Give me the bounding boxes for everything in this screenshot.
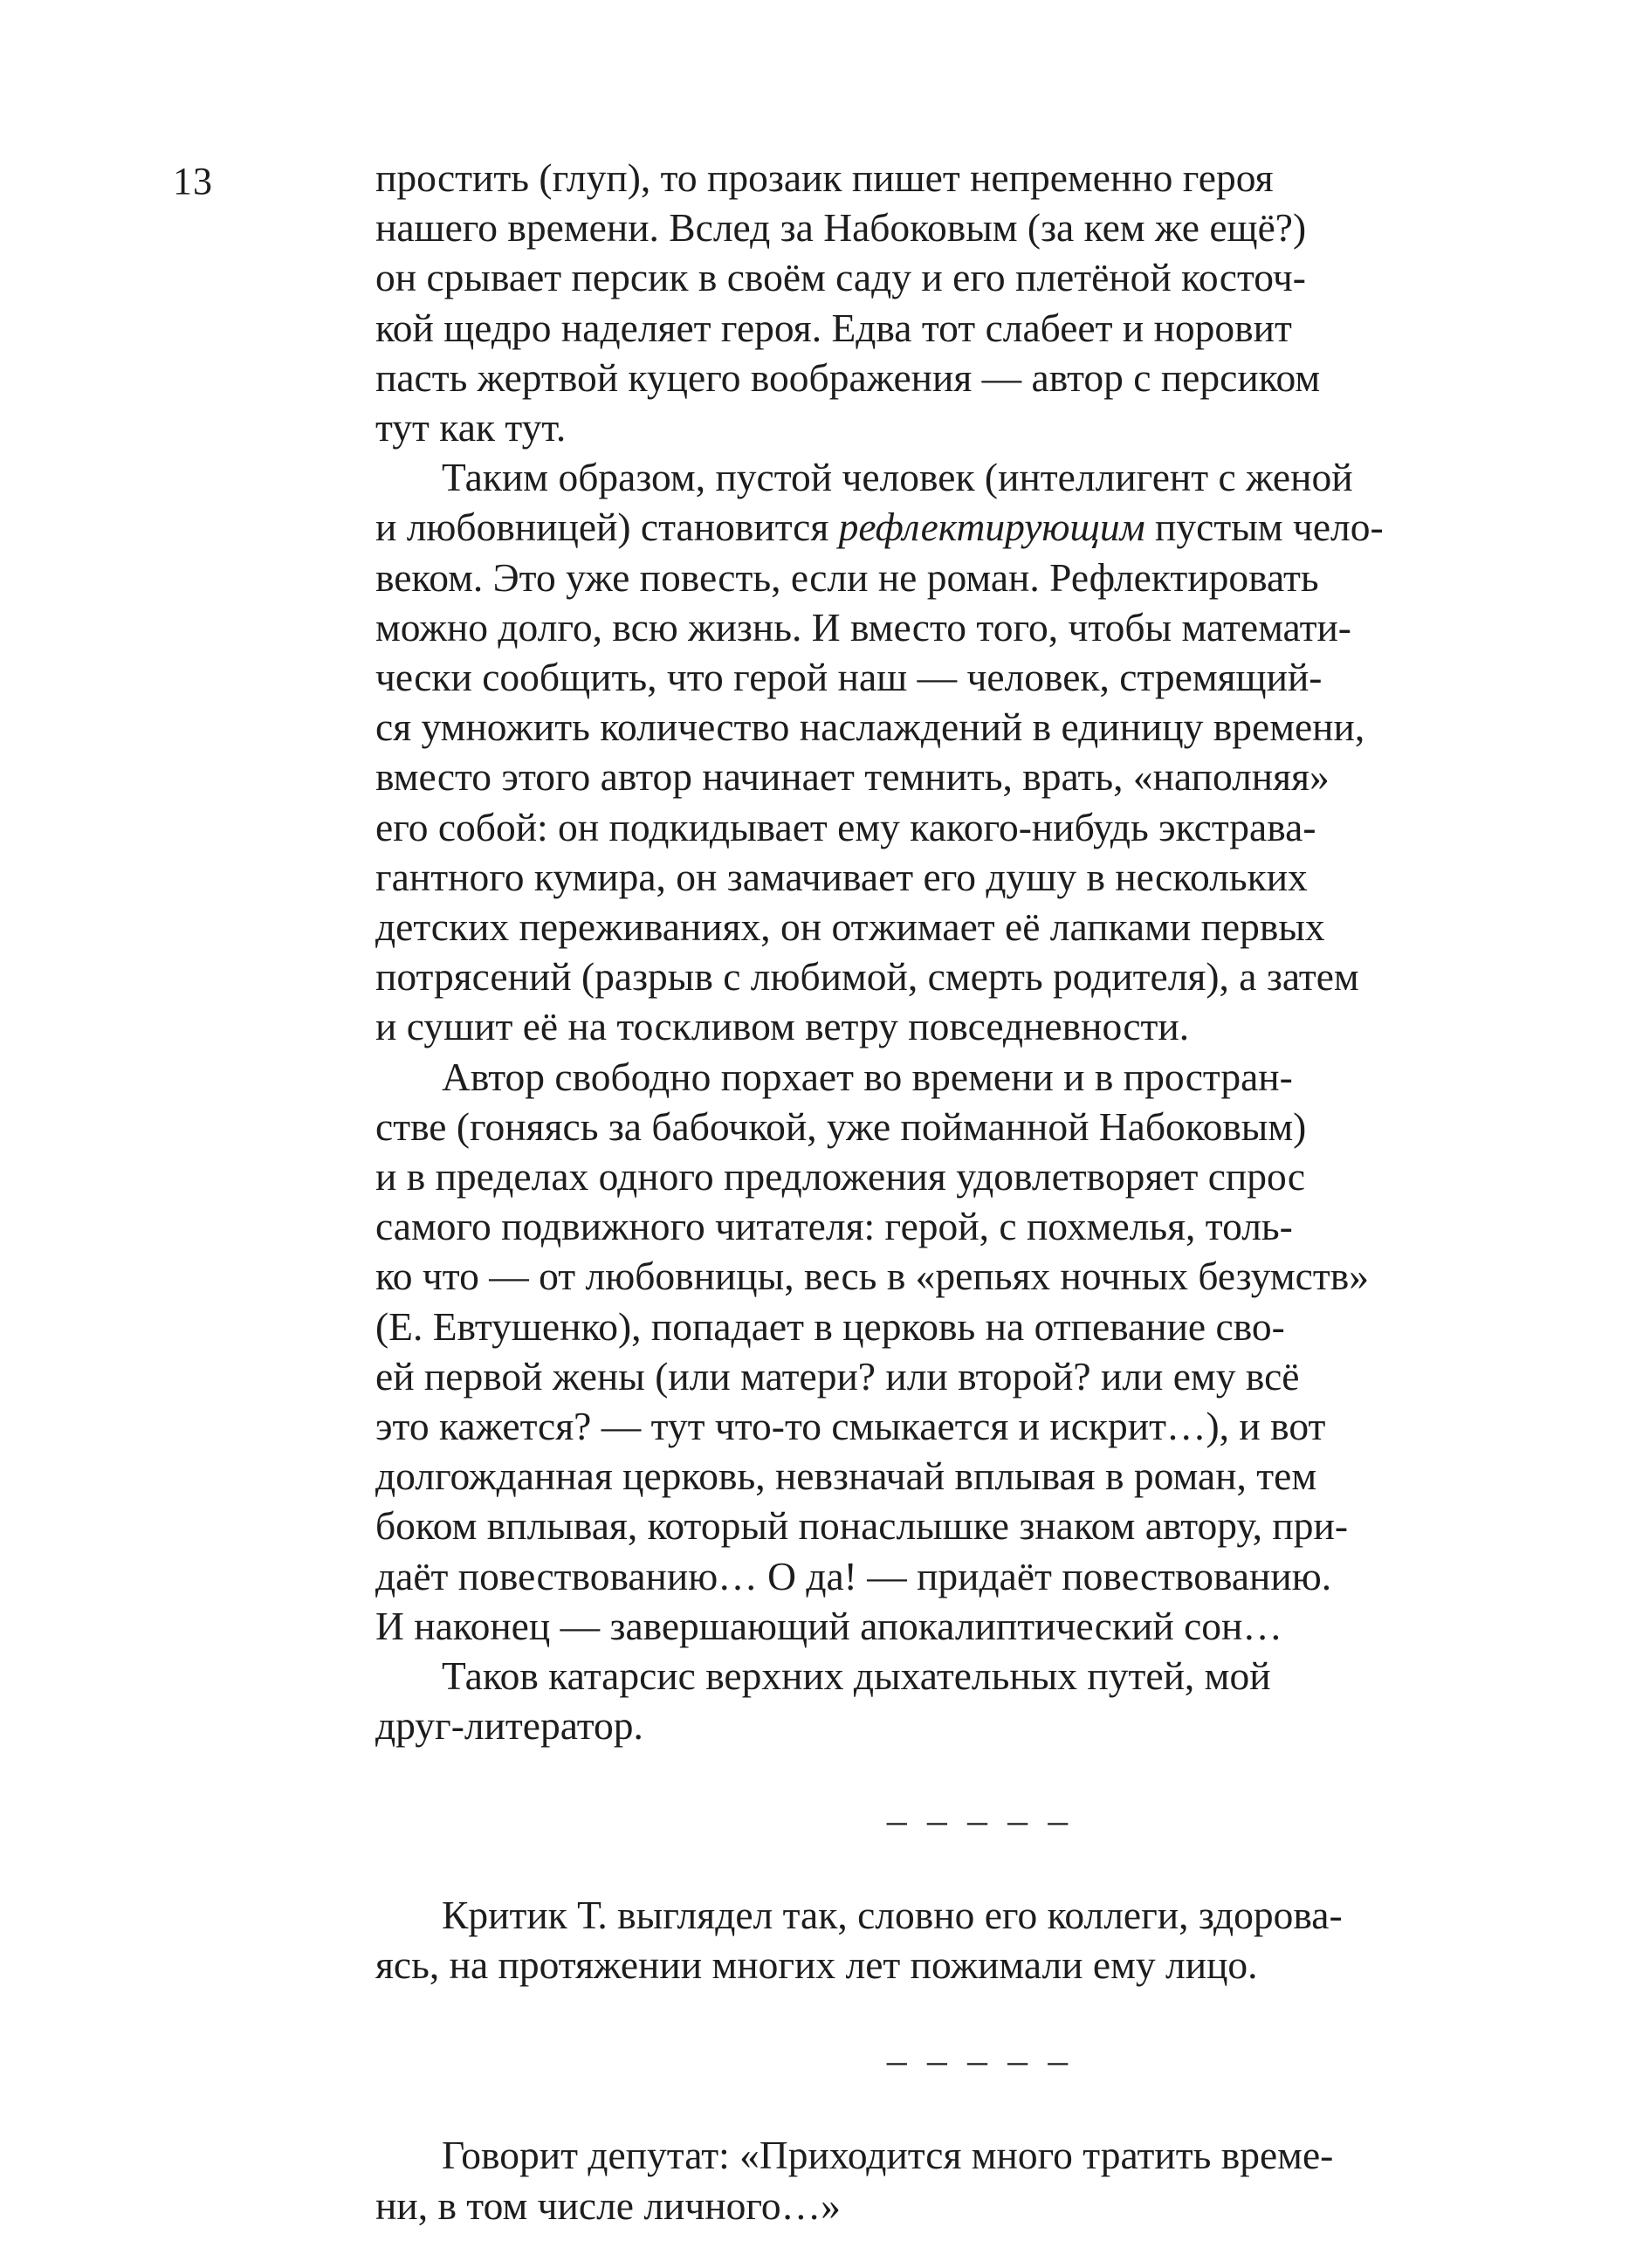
text-line: ни, в том числе личного…»: [375, 2182, 841, 2228]
text-segment: пустым чело-: [1144, 505, 1384, 550]
text-line: друг-литератор.: [375, 1703, 643, 1749]
text-line: его собой: он подкидывает ему какого-нибудь экстрава-: [375, 804, 1316, 849]
text-line: это кажется? — тут что-то смыкается и искрит…), и вот: [375, 1404, 1326, 1449]
text-line: (Е. Евтушенко), попадает в церковь на отпевание сво-: [375, 1303, 1285, 1349]
text-line: веком. Это уже повесть, если не роман. Рефлектировать: [375, 554, 1319, 600]
text-line: Автор свободно порхает во времени и в простран-: [442, 1054, 1293, 1099]
paragraph-1: [375, 153, 1449, 452]
text-line: чески сообщить, что герой наш — человек, стремящий-: [375, 655, 1323, 700]
text-line: он срывает персик в своём саду и его плетёной косточ-: [375, 255, 1306, 300]
text-line: ей первой жены (или матери? или второй? или ему всё: [375, 1353, 1300, 1399]
text-line: долгожданная церковь, невзначай вплывая в роман, тем: [375, 1454, 1317, 1499]
text-line: Критик Т. выглядел так, словно его коллеги, здорова-: [442, 1892, 1343, 1937]
text-line: стве (гоняясь за бабочкой, уже пойманной Набоковым): [375, 1103, 1307, 1149]
text-column: [375, 153, 1449, 2230]
text-line: можно долго, всю жизнь. И вместо того, чтобы математи-: [375, 604, 1351, 649]
text-segment: и любовницей) становится: [375, 505, 839, 550]
text-line: кой щедро наделяет героя. Едва тот слабеет и норовит: [375, 305, 1292, 350]
paragraph-2: [375, 452, 1449, 1051]
text-line: гантного кумира, он замачивает его душу в нескольких: [375, 854, 1308, 899]
text-line: ся умножить количество наслаждений в единицу времени,: [375, 704, 1365, 750]
text-line: и в пределах одного предложения удовлетворяет спрос: [375, 1154, 1306, 1199]
text-line: ко что — от любовницы, весь в «репьях ночных безумств»: [375, 1254, 1369, 1299]
text-line: самого подвижного читателя: герой, с похмелья, толь-: [375, 1204, 1293, 1249]
page-number: 13: [173, 160, 213, 203]
text-line: вместо этого автор начинает темнить, врать, «наполняя»: [375, 754, 1330, 800]
text-line: простить (глуп), то прозаик пишет непременно героя: [375, 155, 1274, 200]
paragraph-6: [375, 2130, 1449, 2230]
text-line: детских переживаниях, он отжимает её лапками первых: [375, 904, 1325, 950]
section-separator: – – – – –: [886, 1797, 1074, 1842]
text-line-mixed: [375, 502, 1449, 552]
text-line: И наконец — завершающий апокалиптический сон…: [375, 1603, 1282, 1648]
text-line: Таков катарсис верхних дыхательных путей, мой: [442, 1653, 1271, 1699]
text-line: и сушит её на тоскливом ветру повседневности.: [375, 1004, 1190, 1049]
text-line: пасть жертвой куцего воображения — автор с персиком: [375, 354, 1321, 400]
text-line: Таким образом, пустой человек (интеллигент с женой: [442, 455, 1353, 500]
text-line: тут как тут.: [375, 405, 567, 450]
paragraph-3: [375, 1052, 1449, 1651]
section-separator: – – – – –: [886, 2038, 1074, 2083]
text-line: ясь, на протяжении многих лет пожимали ему лицо.: [375, 1942, 1258, 1987]
italic-word: рефлектирующим: [838, 505, 1145, 550]
text-line: боком вплывая, который понаслышке знаком автору, при-: [375, 1503, 1348, 1549]
text-line: даёт повествованию… О да! — придаёт повествованию.: [375, 1553, 1332, 1598]
paragraph-4: [375, 1651, 1449, 1750]
text-line: нашего времени. Вслед за Набоковым (за кем же ещё?): [375, 205, 1307, 251]
text-line: потрясений (разрыв с любимой, смерть родителя), а затем: [375, 954, 1359, 1000]
text-line: Говорит депутат: «Приходится много тратить време-: [442, 2133, 1334, 2178]
paragraph-5: [375, 1890, 1449, 1990]
